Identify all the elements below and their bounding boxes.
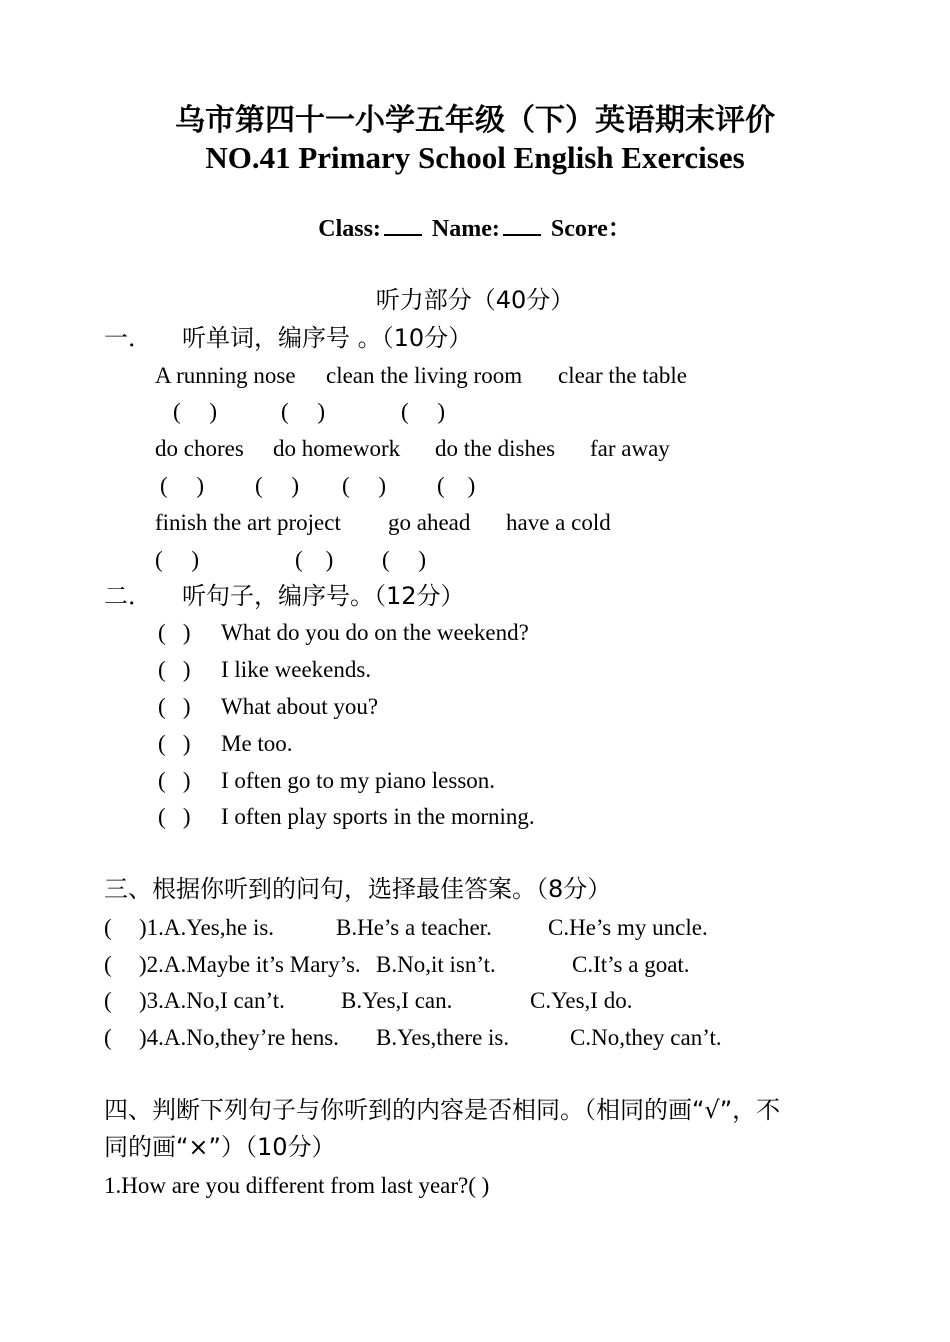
sentence-item: What about you? xyxy=(221,694,379,719)
question-option-c: C.Yes,I do. xyxy=(530,988,633,1013)
answer-paren: ( ) xyxy=(158,657,191,682)
question-paren: ( xyxy=(104,915,112,940)
word-item: do homework xyxy=(273,436,401,461)
score-label: Score： xyxy=(550,216,632,242)
answer-paren: ( ) xyxy=(158,731,191,756)
sentence-item: I like weekends. xyxy=(221,657,372,682)
answer-paren: ( ) xyxy=(173,399,218,424)
listening-heading: 听力部分（40分） xyxy=(375,286,575,314)
question-option-c: C.He’s my uncle. xyxy=(548,915,708,940)
answer-paren: ( ) xyxy=(437,473,476,498)
answer-paren: ( ) xyxy=(158,804,191,829)
answer-paren: ( ) xyxy=(255,473,300,498)
answer-paren: ( ) xyxy=(342,473,387,498)
sentence-item: Me too. xyxy=(221,731,293,756)
judge-item: 1.How are you different from last year?( ) xyxy=(104,1173,490,1198)
question-option-a: )3.A.No,I can’t. xyxy=(139,988,285,1013)
class-blank xyxy=(384,216,422,236)
sentence-item: What do you do on the weekend? xyxy=(221,620,529,645)
question-option-a: )2.A.Maybe it’s Mary’s. xyxy=(139,952,361,977)
class-label: Class: xyxy=(318,216,381,242)
title-english: NO.41 Primary School English Exercises xyxy=(205,140,745,175)
question-paren: ( xyxy=(104,1025,112,1050)
word-item: clean the living room xyxy=(326,363,523,388)
student-info-line xyxy=(0,216,950,241)
word-item: finish the art project xyxy=(155,510,341,535)
part1-title: 听单词，编序号 。（10分） xyxy=(182,324,473,352)
question-paren: ( xyxy=(104,952,112,977)
word-item: far away xyxy=(590,436,670,461)
answer-paren: ( ) xyxy=(281,399,326,424)
title-chinese: 乌市第四十一小学五年级（下）英语期末评价 xyxy=(175,103,775,138)
part2-number: 二． xyxy=(104,582,152,610)
question-option-a: )4.A.No,they’re hens. xyxy=(139,1025,339,1050)
word-item: have a cold xyxy=(506,510,611,535)
name-label: Name: xyxy=(431,216,500,242)
answer-paren: ( ) xyxy=(158,768,191,793)
question-option-a: )1.A.Yes,he is. xyxy=(139,915,275,940)
answer-paren: ( ) xyxy=(382,547,427,572)
answer-paren: ( ) xyxy=(155,547,200,572)
answer-paren: ( ) xyxy=(160,473,205,498)
answer-paren: ( ) xyxy=(158,620,191,645)
word-item: A running nose xyxy=(155,363,296,388)
name-blank xyxy=(503,216,541,236)
word-item: clear the table xyxy=(558,363,687,388)
answer-paren: ( ) xyxy=(401,399,446,424)
part3-title: 三、根据你听到的问句，选择最佳答案。（8分） xyxy=(104,875,612,903)
part4-title-line2: 同的画“×”）（10分） xyxy=(104,1133,336,1161)
sentence-item: I often play sports in the morning. xyxy=(221,804,535,829)
sentence-item: I often go to my piano lesson. xyxy=(221,768,496,793)
answer-paren: ( ) xyxy=(295,547,334,572)
part2-title: 听句子，编序号。（12分） xyxy=(182,582,465,610)
word-item: go ahead xyxy=(388,510,471,535)
part4-title-line1: 四、判断下列句子与你听到的内容是否相同。（相同的画“√”，不 xyxy=(104,1096,781,1124)
answer-paren: ( ) xyxy=(158,694,191,719)
word-item: do the dishes xyxy=(435,436,556,461)
question-option-b: B.He’s a teacher. xyxy=(336,915,492,940)
question-option-c: C.No,they can’t. xyxy=(570,1025,722,1050)
word-item: do chores xyxy=(155,436,244,461)
question-option-b: B.Yes,there is. xyxy=(376,1025,510,1050)
question-option-c: C.It’s a goat. xyxy=(572,952,690,977)
question-paren: ( xyxy=(104,988,112,1013)
question-option-b: B.Yes,I can. xyxy=(341,988,453,1013)
part1-number: 一． xyxy=(104,324,152,352)
question-option-b: B.No,it isn’t. xyxy=(376,952,496,977)
